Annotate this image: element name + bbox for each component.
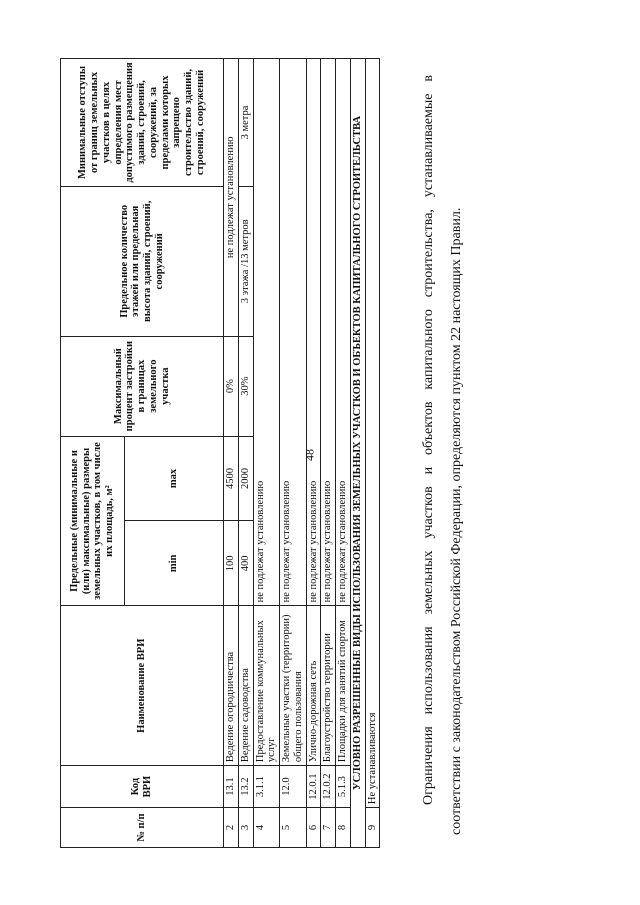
row-name: Предоставление коммунальных услуг <box>253 606 280 766</box>
row-code: 5.1.3 <box>336 766 351 808</box>
row-coverage: 30% <box>238 336 253 436</box>
row-num: 6 <box>306 808 321 848</box>
row-merged-value: не подлежат установлению <box>336 59 351 606</box>
table-row <box>280 59 307 848</box>
row-coverage: 0% <box>224 336 239 436</box>
table-row <box>224 59 239 848</box>
table-row <box>336 59 351 848</box>
header-num: № п/п <box>61 808 224 848</box>
row-name: Ведение садоводства <box>238 606 253 766</box>
footnote-text: Ограничения использования земельных участков и объектов капитального строительства, устанавливаемые в соответствии с законодательством Российской Федерации, определяются пунктом 22 настоящих Правил. <box>421 75 464 835</box>
row-num: 2 <box>224 808 239 848</box>
table-row <box>365 59 380 848</box>
table-row <box>238 59 253 848</box>
header-coverage: Максимальный процент застройки в границах земельного участка <box>61 336 224 436</box>
row-merged-value: не подлежат установлению <box>280 59 307 606</box>
row-code: 3.1.1 <box>253 766 280 808</box>
row-floors-setback: не подлежат установлению <box>224 59 239 337</box>
row-text: Не устанавливаются <box>365 59 380 808</box>
row-floors: 3 этажа /13 метров <box>238 186 253 336</box>
row-min: 400 <box>238 521 253 606</box>
header-size: Предельные (минимальные и (или) максимальные) размеры земельных участков, в том числе их площадь, м² <box>61 436 125 606</box>
row-name: Площадки для занятий спортом <box>336 606 351 766</box>
header-floors: Предельное количество этажей или предельная высота зданий, строений, сооружений <box>61 186 224 336</box>
row-max: 2000 <box>238 436 253 521</box>
row-num: 3 <box>238 808 253 848</box>
header-code: Код ВРИ <box>61 766 224 808</box>
header-max: max <box>124 436 223 521</box>
row-merged-value: не подлежат установлению <box>306 59 321 606</box>
row-min: 100 <box>224 521 239 606</box>
table-header-row <box>61 59 125 848</box>
section-row <box>350 59 365 848</box>
row-setback: 3 метра <box>238 59 253 187</box>
table-row <box>321 59 336 848</box>
footnote <box>415 75 471 835</box>
header-setback: Минимальные отступы от границ земельных участков в целях определения мест допустимого размещения зданий, строений, сооружений, за пределами которых запрещено строительство зданий, строений, сооружений <box>61 59 224 187</box>
row-num: 8 <box>336 808 351 848</box>
row-code: 13.2 <box>238 766 253 808</box>
table-row <box>306 59 321 848</box>
row-name: Ведение огородничества <box>224 606 239 766</box>
vri-table <box>60 58 380 848</box>
row-name: Земельные участки (территории) общего пользования <box>280 606 307 766</box>
row-code: 12.0 <box>280 766 307 808</box>
row-num: 4 <box>253 808 280 848</box>
row-merged-value: не подлежат установлению <box>253 59 280 606</box>
row-max: 4500 <box>224 436 239 521</box>
row-merged-value: не подлежат установлению <box>321 59 336 606</box>
row-num: 5 <box>280 808 307 848</box>
row-num: 9 <box>365 808 380 848</box>
section-title: УСЛОВНО РАЗРЕШЕННЫЕ ВИДЫ ИСПОЛЬЗОВАНИЯ ЗЕМЕЛЬНЫХ УЧАСТКОВ И ОБЪЕКТОВ КАПИТАЛЬНОГО СТРОИТЕЛЬСТВА <box>350 59 365 848</box>
header-min: min <box>124 521 223 606</box>
row-code: 13.1 <box>224 766 239 808</box>
row-name: Улично-дорожная сеть <box>306 606 321 766</box>
row-code: 12.0.1 <box>306 766 321 808</box>
table-row <box>253 59 280 848</box>
row-num: 7 <box>321 808 336 848</box>
page-number: 48 <box>302 449 317 461</box>
header-name: Наименование ВРИ <box>61 606 224 766</box>
row-name: Благоустройство территории <box>321 606 336 766</box>
row-code: 12.0.2 <box>321 766 336 808</box>
